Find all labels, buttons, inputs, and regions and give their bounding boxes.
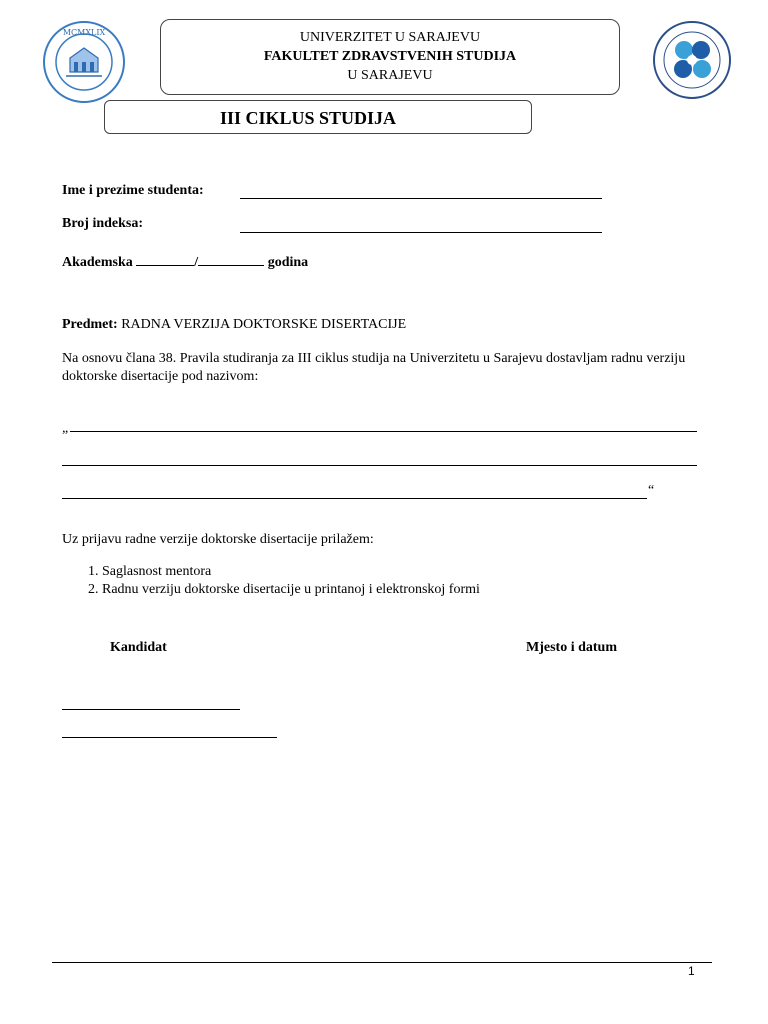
subject-label: Predmet: bbox=[62, 317, 118, 332]
name-label: Ime i prezime studenta: bbox=[62, 183, 204, 198]
header-box bbox=[160, 19, 620, 95]
city-name: U SARAJEVU bbox=[347, 68, 433, 83]
university-seal-icon bbox=[42, 20, 126, 104]
title-line-2[interactable] bbox=[62, 451, 697, 466]
close-quote: “ bbox=[648, 483, 655, 498]
seal-year-text: MCMXLIX bbox=[62, 28, 106, 37]
candidate-signature-line[interactable] bbox=[62, 695, 240, 710]
attachments-list bbox=[62, 563, 702, 599]
footer-divider bbox=[52, 962, 712, 963]
academic-year-prefix: Akademska bbox=[62, 255, 133, 270]
year-end-field[interactable] bbox=[198, 251, 264, 266]
academic-year-suffix: godina bbox=[267, 255, 309, 270]
page-number: 1 bbox=[688, 964, 695, 978]
cycle-title: III CIKLUS STUDIJA bbox=[104, 100, 532, 134]
faculty-name: FAKULTET ZDRAVSTVENIH STUDIJA bbox=[263, 49, 517, 64]
faculty-logo-icon bbox=[652, 20, 732, 100]
subject-title: RADNA VERZIJA DOKTORSKE DISERTACIJE bbox=[121, 317, 407, 332]
year-slash: / bbox=[194, 255, 199, 270]
attachments-intro: Uz prijavu radne verzije doktorske disertacije prilažem: bbox=[62, 532, 374, 547]
year-start-field[interactable] bbox=[136, 251, 194, 266]
open-quote: „ bbox=[62, 421, 69, 436]
university-name: UNIVERZITET U SARAJEVU bbox=[299, 30, 481, 45]
index-label: Broj indeksa: bbox=[62, 216, 144, 231]
name-field-line[interactable] bbox=[240, 180, 602, 199]
candidate-label: Kandidat bbox=[110, 640, 167, 655]
list-item: 1. Saglasnost mentora bbox=[102, 563, 702, 581]
place-date-label: Mjesto i datum bbox=[526, 640, 617, 655]
intro-paragraph: Na osnovu člana 38. Pravila studiranja za III ciklus studija na Univerzitetu u Sarajevu dostavljam radnu verziju doktorske disertacije pod nazivom: bbox=[62, 351, 686, 384]
index-field-line[interactable] bbox=[240, 214, 602, 233]
academic-year-row bbox=[62, 251, 308, 271]
subject-line bbox=[62, 317, 406, 333]
candidate-signature-line-2[interactable] bbox=[62, 723, 277, 738]
list-item: 2. Radnu verziju doktorske disertacije u printanoj i elektronskoj formi bbox=[102, 581, 702, 599]
title-line-3[interactable] bbox=[62, 484, 647, 499]
title-line-1[interactable] bbox=[70, 417, 697, 432]
